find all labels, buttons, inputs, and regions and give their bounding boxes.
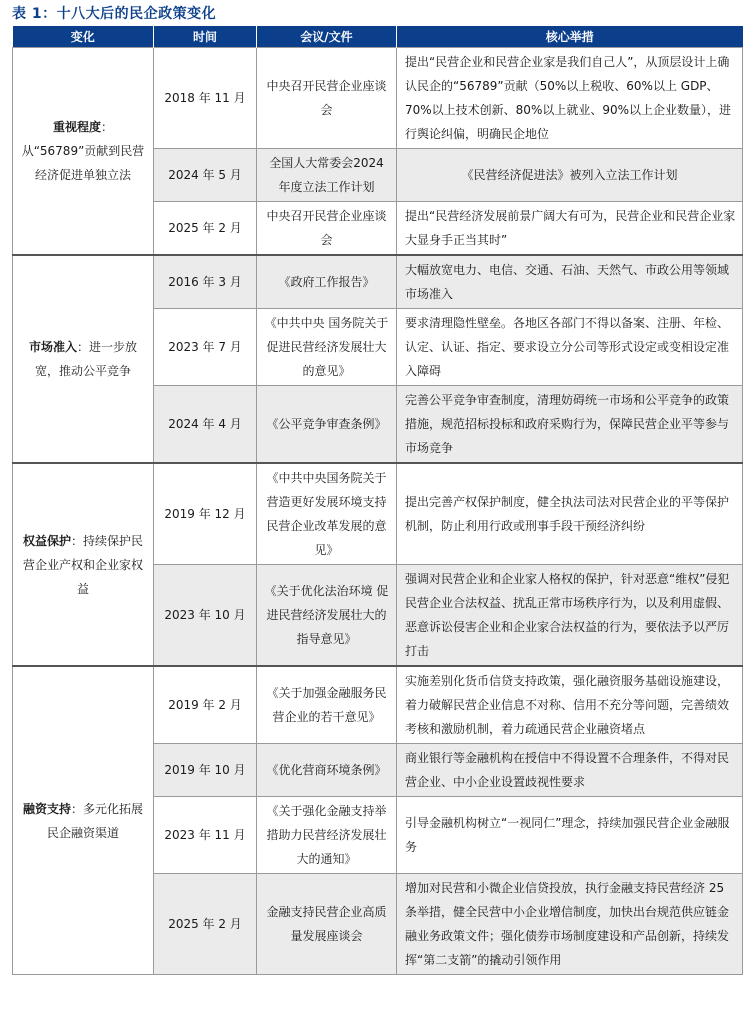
document-cell: 中央召开民营企业座谈会	[257, 48, 397, 149]
measure-cell: 商业银行等金融机构在授信中不得设置不合理条件，不得对民营企业、中小企业设置歧视性要求	[397, 744, 743, 797]
measure-cell: 实施差别化货币信贷支持政策，强化融资服务基础设施建设，着力破解民营企业信息不对称、信用不充分等问题，完善绩效考核和激励机制，着力疏通民营企业融资堵点	[397, 666, 743, 744]
time-cell: 2019 年 2 月	[154, 666, 257, 744]
measure-cell: 增加对民营和小微企业信贷投放，执行金融支持民营经济 25 条举措，健全民营中小企业增信制度，加快出台规范供应链金融业务政策文件；强化债券市场制度建设和产品创新，持续发挥“第二支箭”的撬动引领作用	[397, 874, 743, 975]
document-cell: 《关于强化金融支持举措助力民营经济发展壮大的通知》	[257, 797, 397, 874]
time-cell: 2018 年 11 月	[154, 48, 257, 149]
document-cell: 全国人大常委会2024 年度立法工作计划	[257, 149, 397, 202]
measure-cell: 要求清理隐性壁垒。各地区各部门不得以备案、注册、年检、认定、认证、指定、要求设立分公司等形式设定或变相设定准入障碍	[397, 309, 743, 386]
time-cell: 2016 年 3 月	[154, 255, 257, 309]
header-document: 会议/文件	[257, 26, 397, 48]
measure-cell: 引导金融机构树立“一视同仁”理念，持续加强民营企业金融服务	[397, 797, 743, 874]
table-row	[13, 666, 743, 744]
measure-cell: 完善公平竞争审查制度，清理妨碍统一市场和公平竞争的政策措施，规范招标投标和政府采购行为，保障民营企业平等参与市场竞争	[397, 386, 743, 464]
document-cell: 《中共中央 国务院关于促进民营经济发展壮大的意见》	[257, 309, 397, 386]
document-cell: 《公平竞争审查条例》	[257, 386, 397, 464]
table-title: 表 1：十八大后的民企政策变化	[12, 6, 217, 22]
time-cell: 2024 年 5 月	[154, 149, 257, 202]
time-cell: 2025 年 2 月	[154, 202, 257, 256]
time-cell: 2023 年 11 月	[154, 797, 257, 874]
change-cell: 市场准入：进一步放宽，推动公平竞争	[13, 255, 154, 463]
header-measure: 核心举措	[397, 26, 743, 48]
document-cell: 《政府工作报告》	[257, 255, 397, 309]
change-cell: 重视程度：从“56789”贡献到民营经济促进单独立法	[13, 48, 154, 256]
change-cell: 融资支持：多元化拓展民企融资渠道	[13, 666, 154, 975]
time-cell: 2024 年 4 月	[154, 386, 257, 464]
measure-cell: 提出完善产权保护制度，健全执法司法对民营企业的平等保护机制，防止利用行政或刑事手段干预经济纠纷	[397, 463, 743, 565]
measure-cell: 《民营经济促进法》被列入立法工作计划	[397, 149, 743, 202]
table-header	[13, 26, 743, 48]
measure-cell: 提出“民营经济发展前景广阔大有可为，民营企业和民营企业家大显身手正当其时”	[397, 202, 743, 256]
table-row	[13, 48, 743, 149]
measure-cell: 提出“民营企业和民营企业家是我们自己人”，从顶层设计上确认民企的“56789”贡献（50%以上税收、60%以上 GDP、70%以上技术创新、80%以上就业、90%以上企业数量），进行舆论纠偏，明确民企地位	[397, 48, 743, 149]
document-cell: 《中共中央国务院关于营造更好发展环境支持民营企业改革发展的意见》	[257, 463, 397, 565]
measure-cell: 大幅放宽电力、电信、交通、石油、天然气、市政公用等领域市场准入	[397, 255, 743, 309]
document-cell: 中央召开民营企业座谈会	[257, 202, 397, 256]
time-cell: 2019 年 12 月	[154, 463, 257, 565]
header-time: 时间	[154, 26, 257, 48]
document-cell: 《优化营商环境条例》	[257, 744, 397, 797]
time-cell: 2023 年 10 月	[154, 565, 257, 667]
document-cell: 金融支持民营企业高质量发展座谈会	[257, 874, 397, 975]
measure-cell: 强调对民营企业和企业家人格权的保护，针对恶意“维权”侵犯民营企业合法权益、扰乱正常市场秩序行为，以及利用虚假、恶意诉讼侵害企业和企业家合法权益的行为，要依法予以严厉打击	[397, 565, 743, 667]
time-cell: 2023 年 7 月	[154, 309, 257, 386]
table-row	[13, 463, 743, 565]
time-cell: 2025 年 2 月	[154, 874, 257, 975]
change-cell: 权益保护：持续保护民营企业产权和企业家权益	[13, 463, 154, 666]
document-cell: 《关于优化法治环境 促进民营经济发展壮大的指导意见》	[257, 565, 397, 667]
document-cell: 《关于加强金融服务民营企业的若干意见》	[257, 666, 397, 744]
table-row	[13, 255, 743, 309]
time-cell: 2019 年 10 月	[154, 744, 257, 797]
policy-table	[12, 26, 743, 975]
header-change: 变化	[13, 26, 154, 48]
